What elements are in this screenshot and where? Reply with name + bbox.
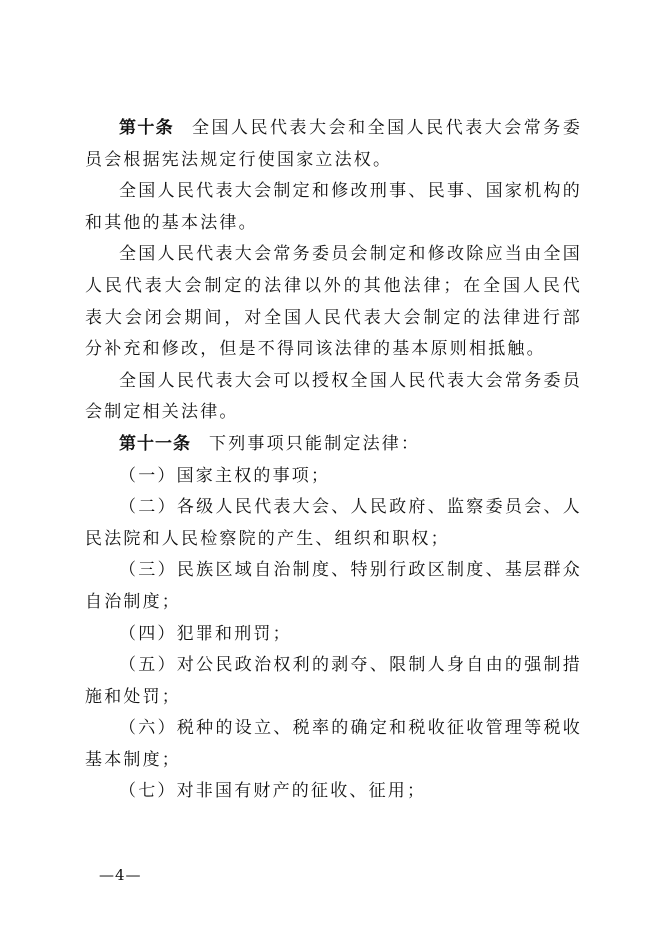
article-10-text-1: 全国人民代表大会和全国人民代表大会常务委员会根据宪法规定行使国家立法权。 xyxy=(85,118,583,170)
article-11-item-3: （三）民族区域自治制度、特别行政区制度、基层群众自治制度； xyxy=(85,560,582,612)
document-page xyxy=(85,113,582,808)
article-10-paragraph-3: 全国人民代表大会常务委员会制定和修改除应当由全国人民代表大会制定的法律以外的其他法律；在全国人民代表大会闭会期间，对全国人民代表大会制定的法律进行部分补充和修改，但是不得同该法律的基本原则相抵触。 xyxy=(85,244,582,360)
article-10-paragraph-4: 全国人民代表大会可以授权全国人民代表大会常务委员会制定相关法律。 xyxy=(85,370,582,423)
article-11-item-6: （六）税种的设立、税率的确定和税收征收管理等税收基本制度； xyxy=(85,718,582,770)
article-11-item-4: （四）犯罪和刑罚； xyxy=(119,623,292,644)
article-11-item-1: （一）国家主权的事项； xyxy=(119,465,331,486)
article-11-item-7: （七）对非国有财产的征收、征用； xyxy=(119,781,427,802)
article-11-label: 第十一条 xyxy=(119,433,191,454)
article-11-item-5: （五）对公民政治权利的剥夺、限制人身自由的强制措施和处罚； xyxy=(85,655,582,707)
article-11-intro: 下列事项只能制定法律： xyxy=(209,433,421,454)
page-number: —4— xyxy=(99,866,142,884)
article-11-item-2: （二）各级人民代表大会、人民政府、监察委员会、人民法院和人民检察院的产生、组织和职权； xyxy=(85,497,582,549)
article-11-intro-paragraph xyxy=(85,429,582,461)
article-10-paragraph-1 xyxy=(85,113,582,176)
article-10-paragraph-2: 全国人民代表大会制定和修改刑事、民事、国家机构的和其他的基本法律。 xyxy=(85,181,582,233)
article-10-label: 第十条 xyxy=(119,118,174,138)
